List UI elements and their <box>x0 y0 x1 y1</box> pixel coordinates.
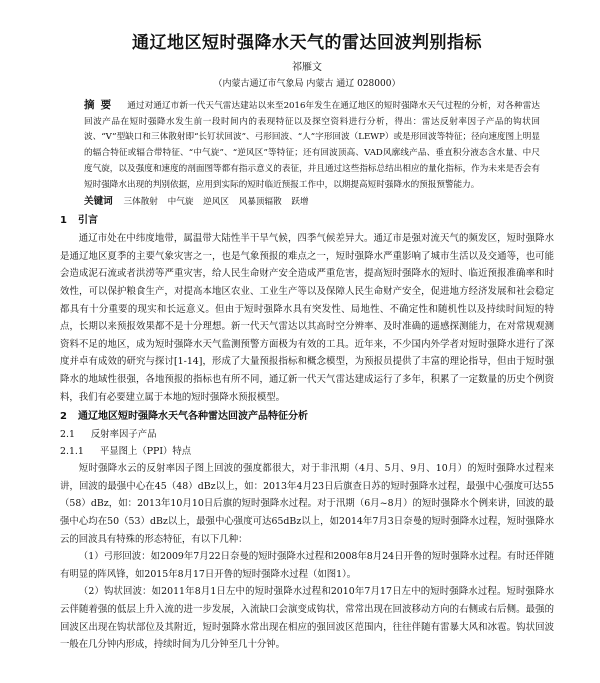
keywords <box>84 194 540 210</box>
list-item: （1）弓形回波：如2009年7月22日奈曼的短时强降水过程和2008年8月24日开鲁的短时强降水过程。有时还伴随有明显的阵风锋，如2015年8月17日开鲁的短时强降水过程（如图1）。 <box>60 551 554 580</box>
section-heading-radar-analysis <box>60 408 554 425</box>
subsubsection-number: 2.1.1 <box>60 446 84 458</box>
keywords-label: 关键词 <box>84 196 113 208</box>
subsubsection-heading <box>60 443 554 460</box>
introduction-paragraph: 通辽市处在中纬度地带，属温带大陆性半干旱气候，四季气候差异大。通辽市是强对流天气的频发区，短时强降水是通辽地区夏季的主要气象灾害之一，也是气象预报的难点之一，短时强降水严重影响了城市生活以及交通等，也可能会造成泥石流或者洪涝等严重灾害，给人民生命财产安全造成严重危害，提高短时强降水的短时、临近预报准确率和时效性，可以保护粮食生产，对提高本地区农业、工业生产等以及保障人民生命财产安全，促进地方经济发展和社会稳定都具有十分重要的现实和长远意义。但由于短时强降水具有突发性、局地性、不确定性和随机性以及持续时间短的特点，长期以来预报效果都不是十分理想。新一代天气雷达以其高时空分辨率、及时准确的遥感探测能力，在对常规观测资料不足的地区，成为短时强降水天气监测预警方面极为有效的工具。近年来，不少国内外学者对短时强降水进行了深度并卓有成效的研究与探讨[1-14]，形成了大量预报指标和概念模型，为预报员提供了丰富的理论指导，但由于短时强降水的地域性很强，各地预报的指标也有所不同，通辽新一代天气雷达建成运行了多年，积累了一定数量的历史个例资料，我们有必要建立属于本地的短时强降水预报模型。 <box>60 233 554 403</box>
subsection-number: 2.1 <box>60 429 75 441</box>
keyword: 逆风区 <box>203 197 229 208</box>
keyword: 中气旋 <box>167 197 194 208</box>
affiliation: （内蒙古通辽市气象局 内蒙古 通辽 028000） <box>213 79 401 89</box>
keyword: 风暴顶辐散 <box>238 197 282 208</box>
author: 祁雁文 <box>292 62 322 73</box>
abstract-label: 摘要 <box>84 99 118 111</box>
section-number: 2 <box>60 411 67 423</box>
section-title: 引言 <box>78 215 98 227</box>
section-number: 1 <box>60 215 67 227</box>
subsection-heading <box>60 426 554 443</box>
body-paragraph: 短时强降水云的反射率因子图上回波的强度都很大，对于非汛期（4月、5月、9月、10月）的短时强降水过程来讲，回波的最强中心在45（48）dBz以上，如：2013年4月23日后旗查日苏的短时强降水过程，最强中心强度可达55（58）dBz，如：2013年10月10日后旗的短时强降水过程。对于汛期（6月~8月）的短时强降水个例来讲，回波的最强中心均在50（53）dBz以上，最强中心强度可达65dBz以上，如2014年7月3日奈曼的短时强降水过程，短时强降水云的回波具有特殊的形态特征，有以下几种： <box>60 463 554 545</box>
abstract-text: 通过对通辽市新一代天气雷达建站以来至2016年发生在通辽地区的短时强降水天气过程的分析，对各种雷达回波产品在短时强降水发生前一段时间内的表现特征以及探空资料进行分析，得出：雷达反射率因子产品的钩状回波、“V”型缺口和三体散射即“长钉状回波”、弓形回波、“人”字形回波（LEWP）或是形回波等特征；径向速度图上明显的辐合特征或辐合带特征、“中气旋”、“逆风区”等特征；还有回波顶高、VAD风廓线产品、垂直积分液态含水量、中尺度气旋，以及强度和速度的剖面图等都有指示意义的表征，并且通过这些指标总结出相应的量化指标，作为未来是否会有短时强降水出现的判别依据，应用到实际的短时临近预报工作中，以期提高短时强降水的预报预警能力。 <box>84 101 540 190</box>
paper-title: 通辽地区短时强降水天气的雷达回波判别指标 <box>132 33 482 53</box>
keyword: 三体散射 <box>123 197 158 208</box>
section-title: 通辽地区短时强降水天气各种雷达回波产品特征分析 <box>78 411 308 423</box>
subsection-title: 反射率因子产品 <box>90 429 157 441</box>
keyword: 跃增 <box>291 197 309 208</box>
abstract <box>84 98 540 193</box>
subsubsection-title: 平显图上（PPI）特点 <box>99 446 192 458</box>
section-heading-introduction <box>60 212 554 229</box>
list-item: （2）钩状回波：如2011年8月1日左中的短时强降水过程和2010年7月17日左中的短时强降水过程。短时强降水云伴随着强的低层上升入流的进一步发展，入流缺口会演变成钩状，常常出现在回波移动方向的右侧或右后侧。最强的回波区出现在钩状部位及其附近，短时强降水常出现在相应的强回波区范围内，往往伴随有雷暴大风和冰雹。钩状回波一般在几分钟内形成，持续时间为几分钟至几十分钟。 <box>60 586 554 651</box>
